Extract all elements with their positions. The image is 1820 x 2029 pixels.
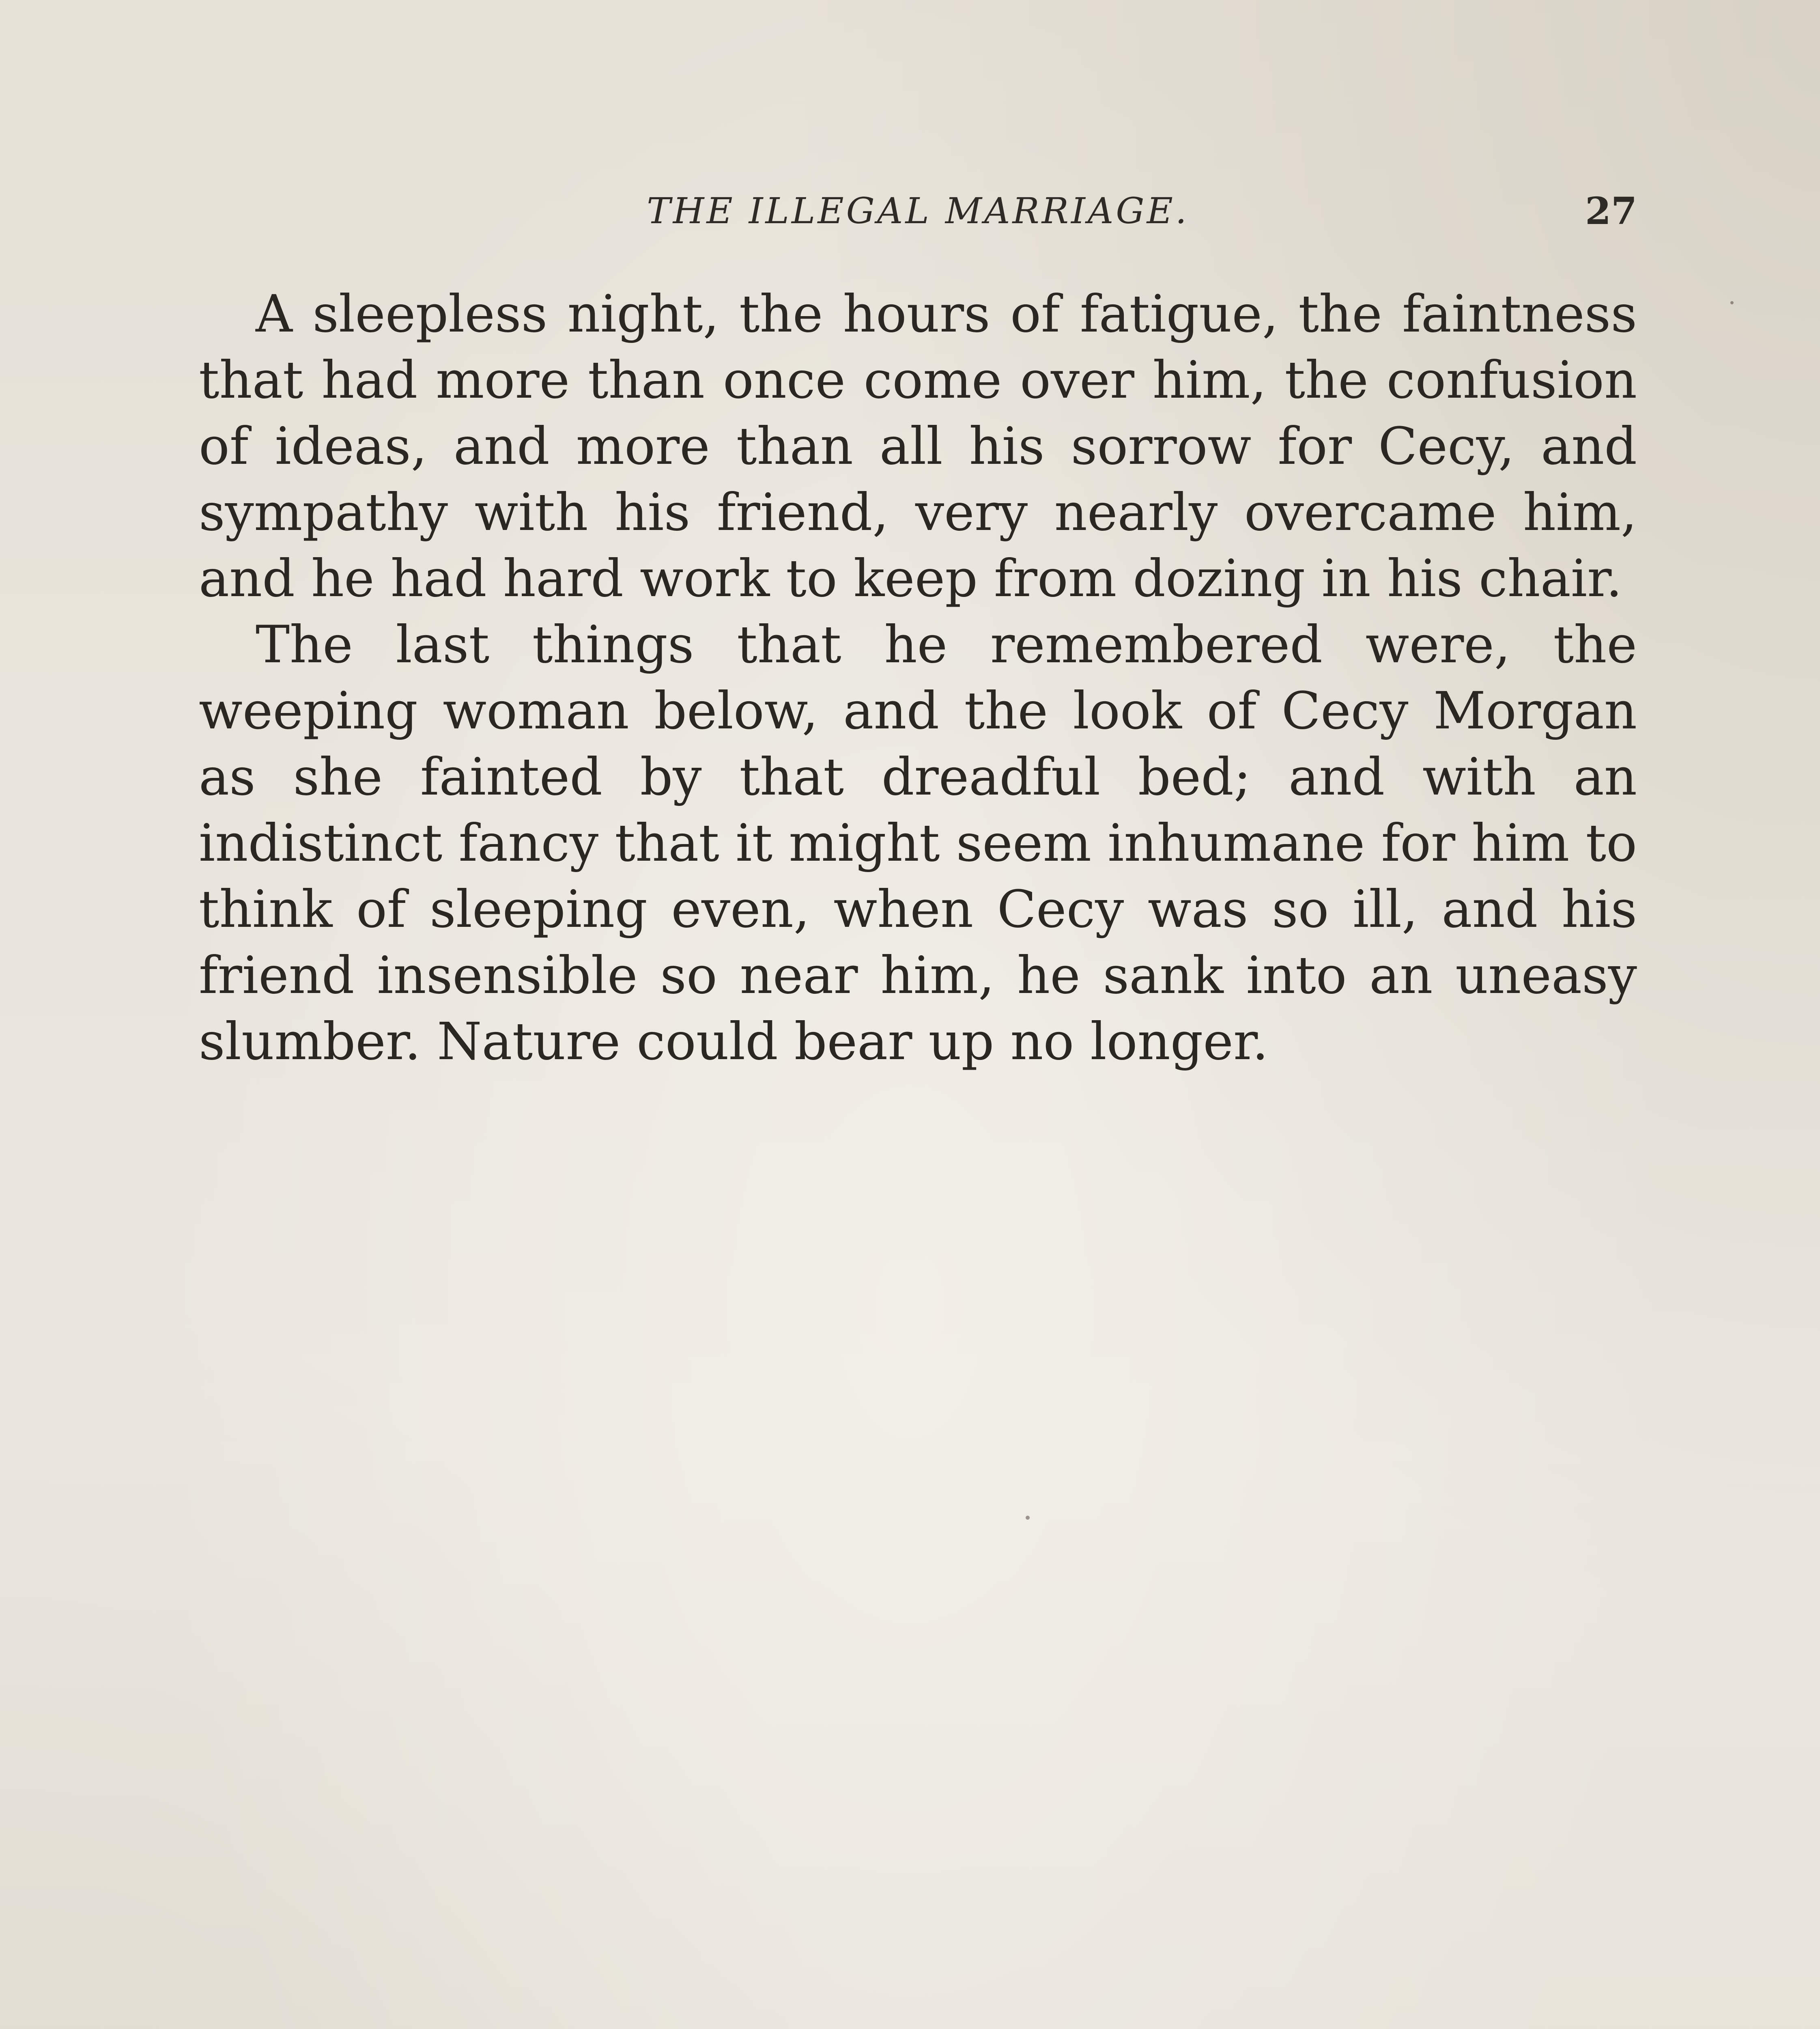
- body-text: [199, 281, 1637, 1075]
- paper-speck: [1730, 301, 1734, 304]
- running-title: THE ILLEGAL MARRIAGE.: [647, 190, 1189, 232]
- page-number: 27: [1585, 189, 1637, 233]
- running-head: [199, 179, 1637, 243]
- paragraph: A sleepless night, the hours of fatigue, the faintness that had more than once come over him, the confusion of ideas, and more than all his sorrow for Cecy, and sympathy with his friend, very nearly overcame him, and he had hard work to keep from dozing in his chair.: [199, 284, 1637, 608]
- paper-speck: [1026, 1516, 1030, 1520]
- paragraph: The last things that he remembered were, the weeping woman below, and the look of Cecy Morgan as she fainted by that dreadful bed; and with an indistinct fancy that it might seem inhumane for him to think of sleeping even, when Cecy was so ill, and his friend insensible so near him, he sank into an uneasy slumber. Nature could bear up no longer.: [199, 615, 1637, 1071]
